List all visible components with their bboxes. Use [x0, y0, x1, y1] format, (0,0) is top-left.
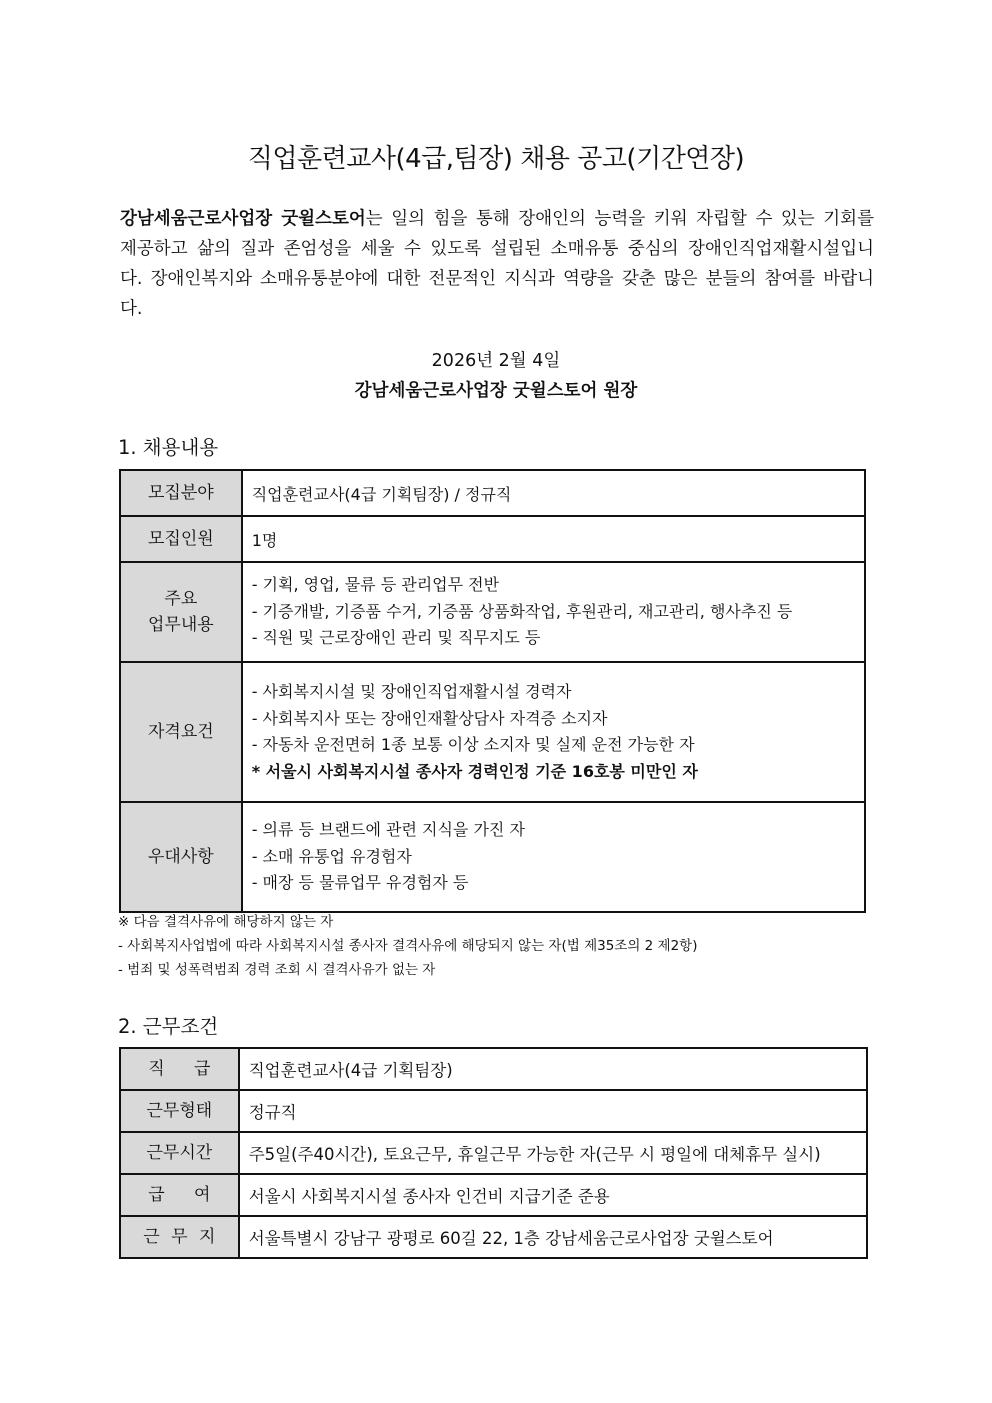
disqualification-notes	[118, 910, 697, 982]
intro-paragraph	[120, 204, 874, 324]
work-hours-value: 주5일(주40시간), 토요근무, 휴일근무 가능한 자(근무 시 평일에 대체휴무 실시)	[239, 1132, 867, 1174]
list-item: - 자동차 운전면허 1종 보통 이상 소지자 및 실제 운전 가능한 자	[251, 735, 695, 754]
preferred-label: 우대사항	[120, 802, 242, 912]
table-row	[120, 662, 865, 802]
table-row	[120, 1174, 867, 1216]
note-line: - 사회복지사업법에 따라 사회복지시설 종사자 결격사유에 해당되지 않는 자(법 제35조의 2 제2항)	[118, 938, 698, 954]
table-row	[120, 1132, 867, 1174]
table-row	[120, 516, 865, 562]
list-item: - 의류 등 브랜드에 관련 지식을 가진 자	[251, 820, 525, 840]
section-2-heading: 2. 근무조건	[118, 1015, 219, 1038]
duties-label-line-2: 업무내용	[147, 615, 214, 635]
preferred-value	[242, 802, 865, 912]
duties-label	[120, 562, 242, 662]
workplace-label: 근 무 지	[120, 1216, 239, 1258]
issuer: 강남세움근로사업장 굿윌스토어 원장	[354, 381, 638, 401]
list-item: - 기획, 영업, 물류 등 관리업무 전반	[251, 575, 500, 595]
employment-type-label: 근무형태	[120, 1090, 239, 1132]
page-title: 직업훈련교사(4급,팀장) 채용 공고(기간연장)	[247, 144, 745, 174]
workplace-value: 서울특별시 강남구 광평로 60길 22, 1층 강남세움근로사업장 굿윌스토어	[239, 1216, 867, 1258]
qualifications-label: 자격요건	[120, 662, 242, 802]
table-row	[120, 1216, 867, 1258]
duties-label-line-1: 주요	[164, 588, 198, 609]
table-row	[120, 470, 865, 516]
position-label: 직 급	[120, 1048, 239, 1090]
organization-name: 강남세움근로사업장 굿윌스토어	[120, 209, 366, 229]
table-row	[120, 562, 865, 662]
list-item: - 사회복지사 또는 장애인재활상담사 자격증 소지자	[251, 708, 608, 728]
count-label: 모집인원	[120, 516, 242, 562]
position-value: 직업훈련교사(4급 기획팀장)	[239, 1048, 867, 1090]
qualifications-value	[242, 662, 865, 802]
intro-text: 는 일의 힘을 통해 장애인의 능력을 키워 자립할 수 있는 기회를 제공하고 삶의 질과 존엄성을 세울 수 있도록 설립된 소매유통 중심의 장애인직업재활시설입니다. 장애인복지와 소매유통분야에 대한 전문적인 지식과 역량을 갖춘 많은 분들의 참여를 바랍니다.	[120, 209, 874, 319]
list-item: - 사회복지시설 및 장애인직업재활시설 경력자	[251, 682, 572, 701]
work-conditions-table	[119, 1047, 868, 1259]
list-item: - 매장 등 물류업무 유경험자 등	[251, 873, 469, 893]
list-item: - 직원 및 근로장애인 관리 및 직무지도 등	[251, 628, 541, 648]
salary-value: 서울시 사회복지시설 종사자 인건비 지급기준 준용	[239, 1174, 867, 1216]
list-item: - 기증개발, 기증품 수거, 기증품 상품화작업, 후원관리, 재고관리, 행사추진 등	[251, 601, 793, 621]
duties-value	[242, 562, 865, 662]
table-row	[120, 1048, 867, 1090]
employment-type-value: 정규직	[239, 1090, 867, 1132]
field-value: 직업훈련교사(4급 기획팀장) / 정규직	[242, 470, 865, 516]
note-line: ※ 다음 결격사유에 해당하지 않는 자	[118, 914, 334, 930]
table-row	[120, 802, 865, 912]
note-line: - 범죄 및 성폭력범죄 경력 조회 시 결격사유가 없는 자	[118, 962, 436, 978]
qualification-note: * 서울시 사회복지시설 종사자 경력인정 기준 16호봉 미만인 자	[251, 761, 698, 781]
list-item: - 소매 유통업 유경험자	[251, 846, 412, 866]
count-value: 1명	[242, 516, 865, 562]
recruitment-table	[119, 469, 866, 913]
salary-label: 급 여	[120, 1174, 239, 1216]
section-1-heading: 1. 채용내용	[118, 436, 219, 459]
announcement-date: 2026년 2월 4일	[431, 351, 561, 371]
table-row	[120, 1090, 867, 1132]
field-label: 모집분야	[120, 470, 242, 516]
work-hours-label: 근무시간	[120, 1132, 239, 1174]
